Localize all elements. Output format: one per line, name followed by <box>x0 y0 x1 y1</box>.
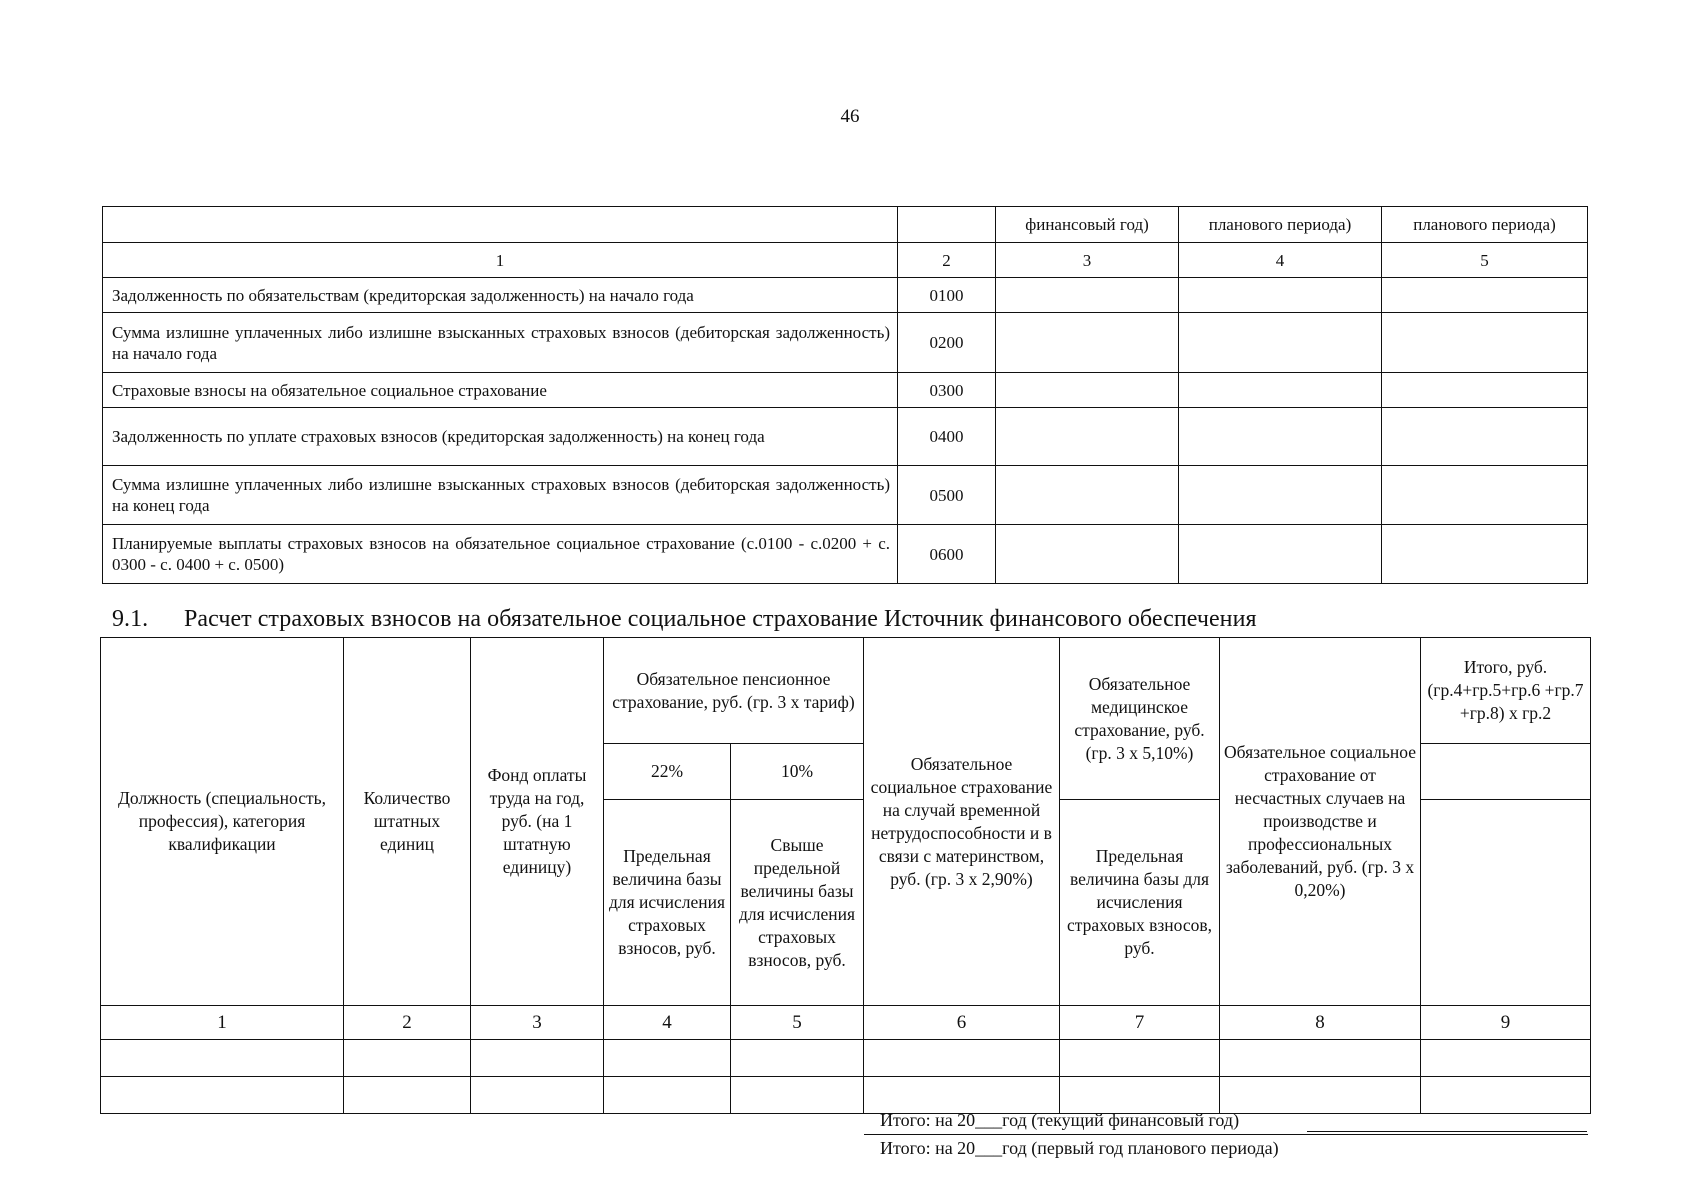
header-total: Итого, руб. (гр.4+гр.5+гр.6 +гр.7 +гр.8) х гр.2 <box>1421 638 1591 744</box>
table1-header-cell: финансовый год) <box>996 207 1179 243</box>
table2-index-cell: 7 <box>1060 1006 1220 1040</box>
row-code: 0500 <box>898 466 996 525</box>
value-cell <box>1179 408 1382 466</box>
empty-cell <box>344 1077 471 1114</box>
section-heading <box>112 606 1257 633</box>
row-label: Задолженность по уплате страховых взносов (кредиторская задолженность) на конец года <box>103 408 898 466</box>
rate-22-percent: 22% <box>604 744 731 800</box>
footer-divider <box>864 1134 1588 1135</box>
table1-header-cell <box>898 207 996 243</box>
table2-index-cell: 5 <box>731 1006 864 1040</box>
table2-index-cell: 6 <box>864 1006 1060 1040</box>
table-row <box>103 408 1588 466</box>
value-cell <box>1382 466 1588 525</box>
table1-index-row <box>103 243 1588 278</box>
empty-cell <box>731 1040 864 1077</box>
value-cell <box>996 525 1179 584</box>
value-cell <box>1382 408 1588 466</box>
table1-index-cell: 2 <box>898 243 996 278</box>
empty-cell <box>1060 1040 1220 1077</box>
header-payroll-fund: Фонд оплаты труда на год, руб. (на 1 штатную единицу) <box>471 638 604 1006</box>
table1-index-cell: 3 <box>996 243 1179 278</box>
empty-cell <box>604 1077 731 1114</box>
value-cell <box>1179 525 1382 584</box>
table2-index-cell: 9 <box>1421 1006 1591 1040</box>
section-number: 9.1. <box>112 606 149 632</box>
table1-header-cell: планового периода) <box>1382 207 1588 243</box>
row-code: 0300 <box>898 373 996 408</box>
value-cell <box>1179 313 1382 373</box>
table-row <box>103 278 1588 313</box>
table1-index-cell: 5 <box>1382 243 1588 278</box>
header-pension-above-limit: Свыше предельной величины базы для исчисления страховых взносов, руб. <box>731 800 864 1006</box>
table-row <box>103 373 1588 408</box>
value-cell <box>996 408 1179 466</box>
header-total-subcell <box>1421 800 1591 1006</box>
table2-index-cell: 3 <box>471 1006 604 1040</box>
row-label: Сумма излишне уплаченных либо излишне взысканных страховых взносов (дебиторская задолженность) на конец года <box>103 466 898 525</box>
empty-cell <box>471 1040 604 1077</box>
header-staff-units: Количество штатных единиц <box>344 638 471 1006</box>
rate-10-percent: 10% <box>731 744 864 800</box>
row-code: 0400 <box>898 408 996 466</box>
header-pension-base-limit: Предельная величина базы для исчисления страховых взносов, руб. <box>604 800 731 1006</box>
header-accident-insurance: Обязательное социальное страхование от несчастных случаев на производстве и профессиональных заболеваний, руб. (гр. 3 х 0,20%) <box>1220 638 1421 1006</box>
table2-index-cell: 8 <box>1220 1006 1421 1040</box>
empty-cell <box>344 1040 471 1077</box>
table-row <box>103 313 1588 373</box>
empty-cell <box>864 1040 1060 1077</box>
empty-cell <box>1220 1077 1421 1114</box>
section-title: Расчет страховых взносов на обязательное социальное страхование Источник финансового обеспечения <box>184 606 1257 632</box>
table1-header-cell <box>103 207 898 243</box>
table1-index-cell: 1 <box>103 243 898 278</box>
value-cell <box>996 278 1179 313</box>
value-cell <box>1179 466 1382 525</box>
row-label: Планируемые выплаты страховых взносов на обязательное социальное страхование (с.0100 - с.0200 + с. 0300 - с. 0400 + с. 0500) <box>103 525 898 584</box>
empty-cell <box>604 1040 731 1077</box>
header-position: Должность (специальность, профессия), категория квалификации <box>101 638 344 1006</box>
row-label: Страховые взносы на обязательное социальное страхование <box>103 373 898 408</box>
empty-cell <box>1220 1040 1421 1077</box>
table2-index-cell: 1 <box>101 1006 344 1040</box>
obligations-table <box>102 206 1588 584</box>
row-label: Сумма излишне уплаченных либо излишне взысканных страховых взносов (дебиторская задолженность) на начало года <box>103 313 898 373</box>
empty-cell <box>731 1077 864 1114</box>
value-cell <box>1382 525 1588 584</box>
value-cell <box>1382 373 1588 408</box>
empty-cell <box>1421 1040 1591 1077</box>
value-cell <box>996 466 1179 525</box>
value-cell <box>1382 313 1588 373</box>
empty-cell <box>864 1077 1060 1114</box>
table2-header-row <box>101 638 1591 744</box>
row-code: 0100 <box>898 278 996 313</box>
table2-index-cell: 2 <box>344 1006 471 1040</box>
value-cell <box>1382 278 1588 313</box>
empty-cell <box>1060 1077 1220 1114</box>
value-cell <box>1179 278 1382 313</box>
table-row <box>103 466 1588 525</box>
table1-index-cell: 4 <box>1179 243 1382 278</box>
empty-cell <box>1421 1077 1591 1114</box>
total-first-planning-year: Итого: на 20___год (первый год планового периода) <box>880 1138 1279 1158</box>
table2-index-cell: 4 <box>604 1006 731 1040</box>
row-label: Задолженность по обязательствам (кредиторская задолженность) на начало года <box>103 278 898 313</box>
table-row <box>103 525 1588 584</box>
empty-cell <box>471 1077 604 1114</box>
table-row <box>101 1040 1591 1077</box>
header-social-insurance: Обязательное социальное страхование на случай временной нетрудоспособности и в связи с материнством, руб. (гр. 3 х 2,90%) <box>864 638 1060 1006</box>
table1-header-cell: планового периода) <box>1179 207 1382 243</box>
table1-header-row <box>103 207 1588 243</box>
header-medical-base-limit: Предельная величина базы для исчисления страховых взносов, руб. <box>1060 800 1220 1006</box>
value-cell <box>1179 373 1382 408</box>
table2-index-row <box>101 1006 1591 1040</box>
page-number: 46 <box>840 106 860 127</box>
value-cell <box>996 313 1179 373</box>
row-code: 0600 <box>898 525 996 584</box>
header-medical-insurance: Обязательное медицинское страхование, руб. (гр. 3 х 5,10%) <box>1060 638 1220 800</box>
total-current-year: Итого: на 20___год (текущий финансовый год) <box>880 1110 1240 1130</box>
value-cell <box>996 373 1179 408</box>
insurance-calculation-table <box>100 637 1591 1114</box>
empty-cell <box>101 1077 344 1114</box>
total-current-year-line <box>1307 1131 1587 1132</box>
empty-cell <box>101 1040 344 1077</box>
header-pension-insurance: Обязательное пенсионное страхование, руб. (гр. 3 х тариф) <box>604 638 864 744</box>
header-total-subcell <box>1421 744 1591 800</box>
row-code: 0200 <box>898 313 996 373</box>
table-row <box>101 1077 1591 1114</box>
